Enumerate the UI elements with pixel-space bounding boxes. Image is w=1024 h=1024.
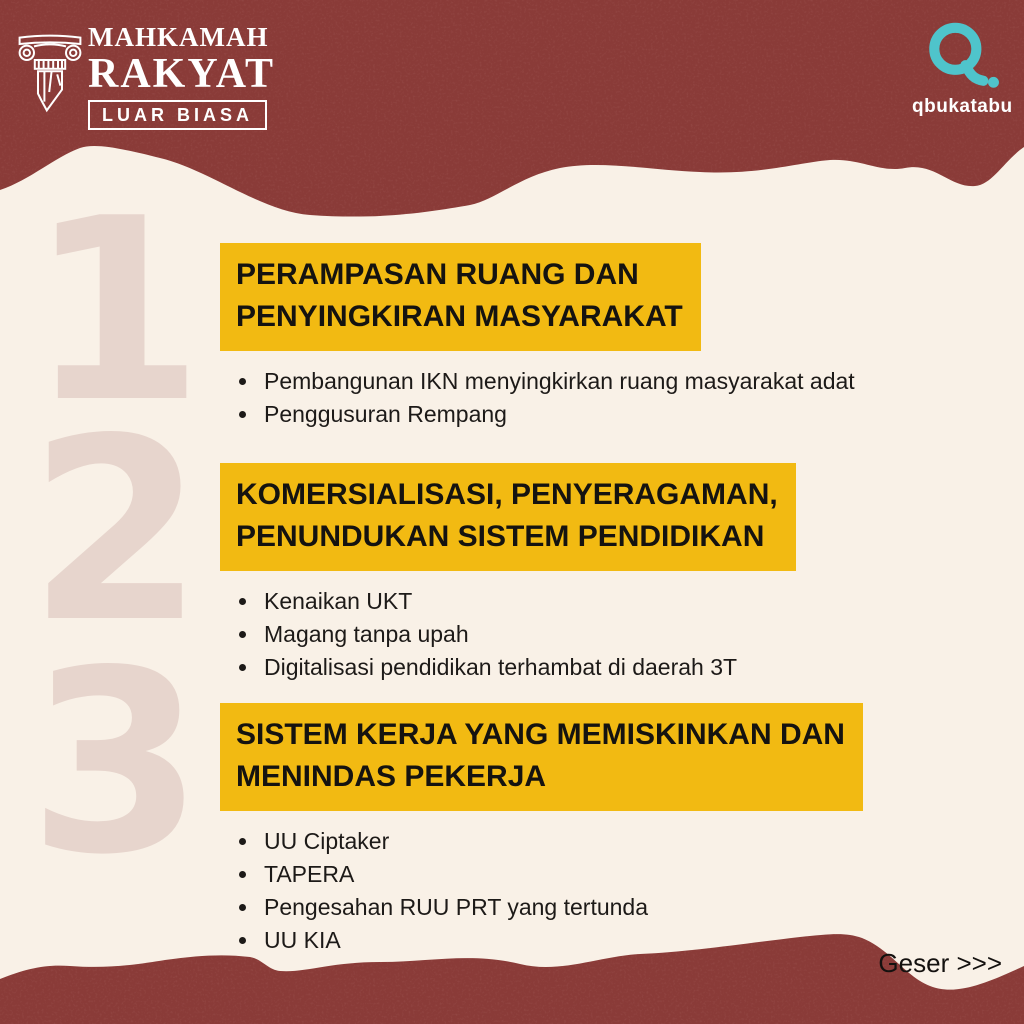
section-1-bullet-list	[220, 365, 940, 431]
section-number-3: 3	[28, 617, 198, 910]
section-1-title-line-1: PERAMPASAN RUANG DAN	[236, 258, 639, 291]
section-2-title-line-1: KOMERSIALISASI, PENYERAGAMAN,	[236, 478, 778, 511]
section-3-title-line-1: SISTEM KERJA YANG MEMISKINKAN DAN	[236, 718, 845, 751]
bullet-item: • Kenaikan UKT	[260, 585, 940, 618]
logo-text-rakyat: RAKYAT	[88, 51, 276, 97]
section-2-title	[220, 463, 796, 571]
brand-name-label: qbukatabu	[912, 96, 1013, 117]
logo-text-mahkamah: MAHKAMAH	[88, 22, 269, 52]
section-perampasan-ruang	[220, 243, 940, 431]
section-2-bullet-list	[220, 585, 940, 684]
section-3-title-line-2: MENINDAS PEKERJA	[236, 760, 547, 793]
mahkamah-rakyat-logo	[14, 22, 275, 130]
swipe-next-hint[interactable]: Geser >>>	[878, 948, 1002, 978]
section-3-bullet-list	[220, 825, 940, 957]
bullet-item: • UU Ciptaker	[260, 825, 940, 858]
qbukatabu-logo	[912, 20, 1013, 118]
broken-column-icon	[14, 24, 86, 120]
section-3-title	[220, 703, 863, 811]
section-number-1: 1	[28, 165, 198, 458]
bullet-item: • Digitalisasi pendidikan terhambat di daerah 3T	[260, 651, 940, 684]
bullet-item: • Penggusuran Rempang	[260, 398, 940, 431]
section-komersialisasi-pendidikan	[220, 463, 940, 684]
section-1-title	[220, 243, 701, 351]
bullet-item: • UU KIA	[260, 924, 940, 957]
bullet-item: • Pembangunan IKN menyingkirkan ruang masyarakat adat	[260, 365, 940, 398]
logo-text-luar-biasa: LUAR BIASA	[88, 100, 267, 130]
bullet-item: • Pengesahan RUU PRT yang tertunda	[260, 891, 940, 924]
q-mark-icon	[921, 20, 999, 94]
bullet-item: • TAPERA	[260, 858, 940, 891]
section-1-title-line-2: PENYINGKIRAN MASYARAKAT	[236, 300, 683, 333]
section-2-title-line-2: PENUNDUKAN SISTEM PENDIDIKAN	[236, 520, 765, 553]
section-number-2: 2	[28, 385, 198, 678]
bullet-item: • Magang tanpa upah	[260, 618, 940, 651]
section-sistem-kerja	[220, 703, 940, 957]
